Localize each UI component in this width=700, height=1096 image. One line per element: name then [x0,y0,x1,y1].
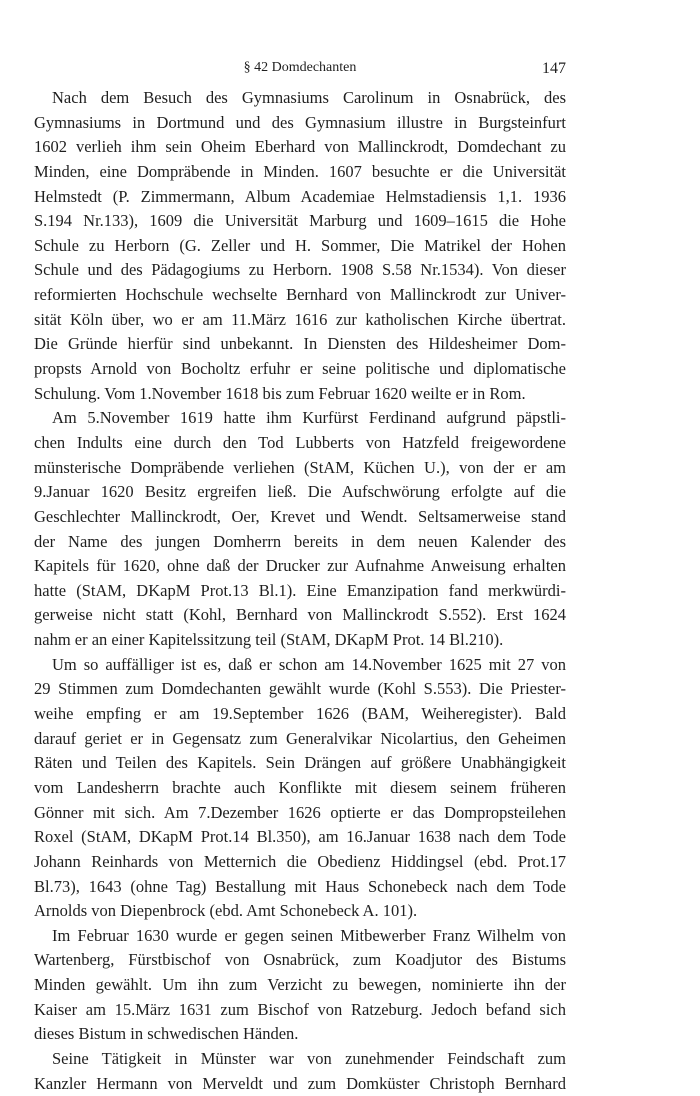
text-line: Kaiser am 15.März 1631 zum Bischof von Ratzeburg. Jedoch befand sich [34,999,566,1019]
text-line: Seine Tätigkeit in Münster war von zunehmender Feindschaft zum [52,1048,566,1068]
text-line: Arnolds von Diepenbrock (ebd. Amt Schonebeck A. 101). [34,901,418,921]
text-line: S.194 Nr.133), 1609 die Universität Marburg und 1609–1615 die Hohe [34,211,566,231]
text-line: Räten und Teilen des Kapitels. Sein Drängen auf größere Unabhängigkeit [34,753,566,773]
text-line: Johann Reinhards von Metternich die Obedienz Hiddingsel (ebd. Prot.17 [34,851,566,871]
text-line: Helmstedt (P. Zimmermann, Album Academiae Helmstadiensis 1,1. 1936 [34,186,566,206]
text-line: münsterische Dompräbende verliehen (StAM, Küchen U.), von der er am [34,457,566,477]
text-line: Nach dem Besuch des Gymnasiums Carolinum in Osnabrück, des [52,88,566,107]
running-head-title: § 42 Domdechanten [243,60,357,75]
text-line: Am 5.November 1619 hatte ihm Kurfürst Ferdinand aufgrund päpstli- [52,408,566,428]
text-line: 9.Januar 1620 Besitz ergreifen ließ. Die Aufschwörung erfolgte auf die [34,482,566,502]
text-line: gerweise nicht statt (Kohl, Bernhard von Mallinckrodt S.552). Erst 1624 [34,605,566,625]
text-line: reformierten Hochschule wechselte Bernhard von Mallinckrodt zur Univer- [34,285,566,305]
text-line: Schulung. Vom 1.November 1618 bis zum Februar 1620 weilte er in Rom. [34,383,526,403]
text-line: Gymnasiums in Dortmund und des Gymnasium illustre in Burgsteinfurt [34,112,566,132]
text-line: hatte (StAM, DKapM Prot.13 Bl.1). Eine Emanzipation fand merkwürdi- [34,580,566,600]
text-line: Roxel (StAM, DKapM Prot.14 Bl.350), am 16.Januar 1638 nach dem Tode [34,827,566,847]
text-line: Schule und des Pädagogiums zu Herborn. 1908 S.58 Nr.1534). Von dieser [34,260,566,280]
text-line: sität Köln über, wo er am 11.März 1616 zur katholischen Kirche übertrat. [34,309,566,329]
running-head [34,60,566,82]
text-line: propsts Arnold von Bocholtz erfuhr er seine politische und diplomatische [34,359,566,379]
page-number: 147 [542,60,566,77]
text-line: Schule zu Herborn (G. Zeller und H. Sommer, Die Matrikel der Hohen [34,235,566,255]
text-line: Minden gewählt. Um ihn zum Verzicht zu bewegen, nominierte ihn der [34,975,566,995]
text-line: Wartenberg, Fürstbischof von Osnabrück, zum Koadjutor des Bistums [34,950,566,970]
text-line: Im Februar 1630 wurde er gegen seinen Mitbewerber Franz Wilhelm von [52,925,566,945]
text-line: Die Gründe hierfür sind unbekannt. In Diensten des Hildesheimer Dom- [34,334,566,354]
text-line: Gönner mit sich. Am 7.Dezember 1626 optierte er das Dompropsteilehen [34,802,566,822]
text-line: 29 Stimmen zum Domdechanten gewählt wurde (Kohl S.553). Die Priester- [34,679,566,699]
text-line: 1602 verlieh ihm sein Oheim Eberhard von Mallinckrodt, Domdechant zu [34,137,566,157]
body-text [34,86,566,1096]
text-line: Minden, eine Dompräbende in Minden. 1607 besuchte er die Universität [34,161,566,181]
text-line: weihe empfing er am 19.September 1626 (BAM, Weiheregister). Bald [34,704,566,724]
text-line: darauf geriet er in Gegensatz zum Generalvikar Nicolartius, den Geheimen [34,728,566,748]
text-line: Kapitels für 1620, ohne daß der Drucker zur Aufnahme Anweisung erhalten [34,556,566,576]
text-line: der Name des jungen Domherrn bereits in dem neuen Kalender des [34,531,566,551]
text-line: Geschlechter Mallinckrodt, Oer, Krevet und Wendt. Seltsamerweise stand [34,506,566,526]
text-line: Kanzler Hermann von Merveldt und zum Domküster Christoph Bernhard [34,1073,566,1093]
text-line: nahm er an einer Kapitelssitzung teil (StAM, DKapM Prot. 14 Bl.210). [34,630,504,650]
text-line: chen Indults eine durch den Tod Lubberts von Hatzfeld freigewordene [34,432,566,452]
text-line: dieses Bistum in schwedischen Händen. [34,1024,299,1044]
text-line: Um so auffälliger ist es, daß er schon am 14.November 1625 mit 27 von [52,654,566,674]
text-line: vom Landesherrn brachte auch Konflikte mit diesem seinem früheren [34,777,566,797]
text-line: Bl.73), 1643 (ohne Tag) Bestallung mit Haus Schonebeck nach dem Tode [34,876,566,896]
